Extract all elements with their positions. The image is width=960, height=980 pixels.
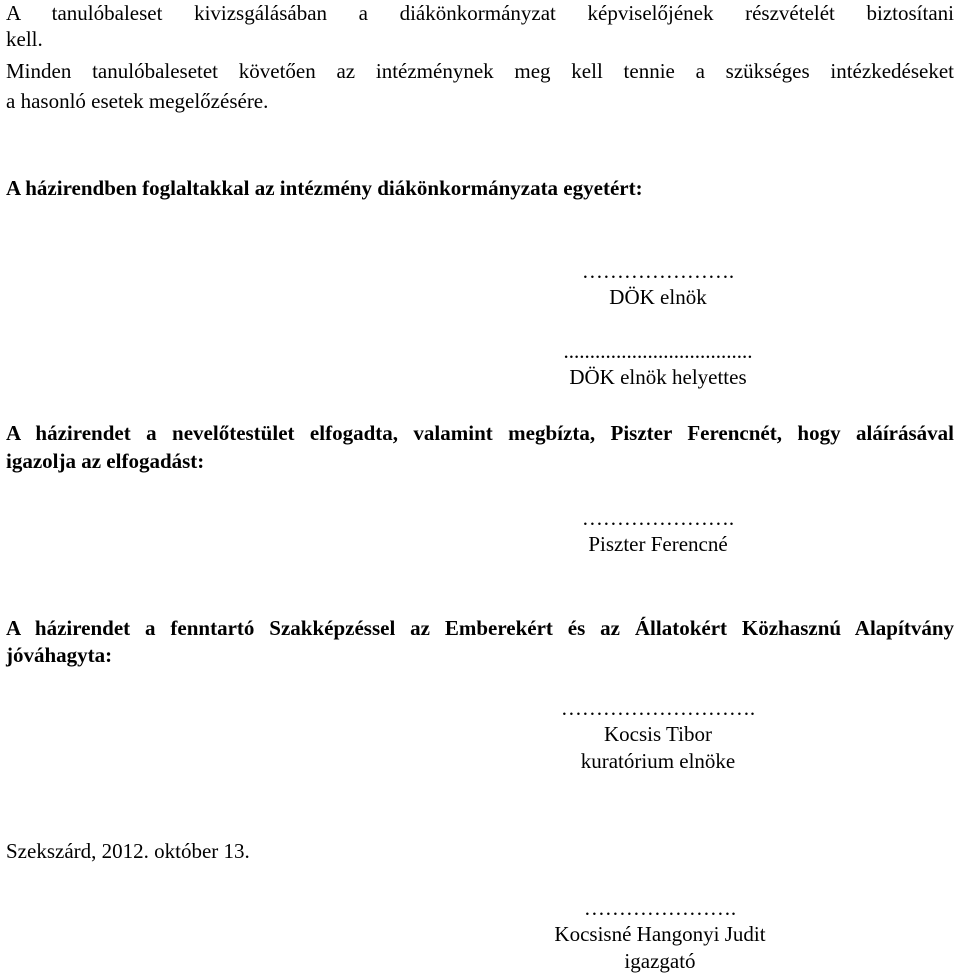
signature-line: …………………. [583,896,737,920]
signature-line: …………………. [581,506,735,530]
dok-statement: A házirendben foglaltakkal az intézmény diákönkormányzata egyetért: [6,176,643,200]
signature-igazgato [480,895,840,974]
signature-title: DÖK elnök helyettes [569,365,747,390]
signature-name: Kocsis Tibor [604,722,712,747]
signature-kocsis [478,695,838,774]
paragraph-line: Minden tanulóbalesetet követően az intézménynek meg kell tennie a szükséges intézkedéseket [6,59,954,83]
signature-title: DÖK elnök [609,285,707,310]
signature-name: Kocsisné Hangonyi Judit [554,922,766,947]
signature-piszter [478,505,838,558]
signature-title: igazgató [624,948,696,973]
signature-name: Piszter Ferencné [588,532,728,557]
fenntarto-statement-line: jóváhagyta: [6,643,113,667]
signature-line: …………………. [581,259,735,283]
paragraph-line: A tanulóbaleset kivizsgálásában a diákönkormányzat képviselőjének részvételét biztosítani [6,1,954,25]
nevelotestulet-statement-line: igazolja az elfogadást: [6,449,205,473]
paragraph-line: kell. [6,27,43,51]
nevelotestulet-statement-line: A házirendet a nevelőtestület elfogadta, valamint megbízta, Piszter Ferencnét, hogy aláírásával [6,421,954,445]
signature-dok-elnok [478,258,838,311]
paragraph-line: a hasonló esetek megelőzésére. [6,89,269,113]
signature-line: .................................... [563,339,753,363]
signature-title: kuratórium elnöke [580,748,736,773]
signature-line: ………………………. [560,696,756,720]
fenntarto-statement-line: A házirendet a fenntartó Szakképzéssel az Emberekért és az Állatokért Közhasznú Alapítvány [6,616,954,640]
place-date: Szekszárd, 2012. október 13. [6,839,250,863]
signature-dok-helyettes [478,338,838,391]
